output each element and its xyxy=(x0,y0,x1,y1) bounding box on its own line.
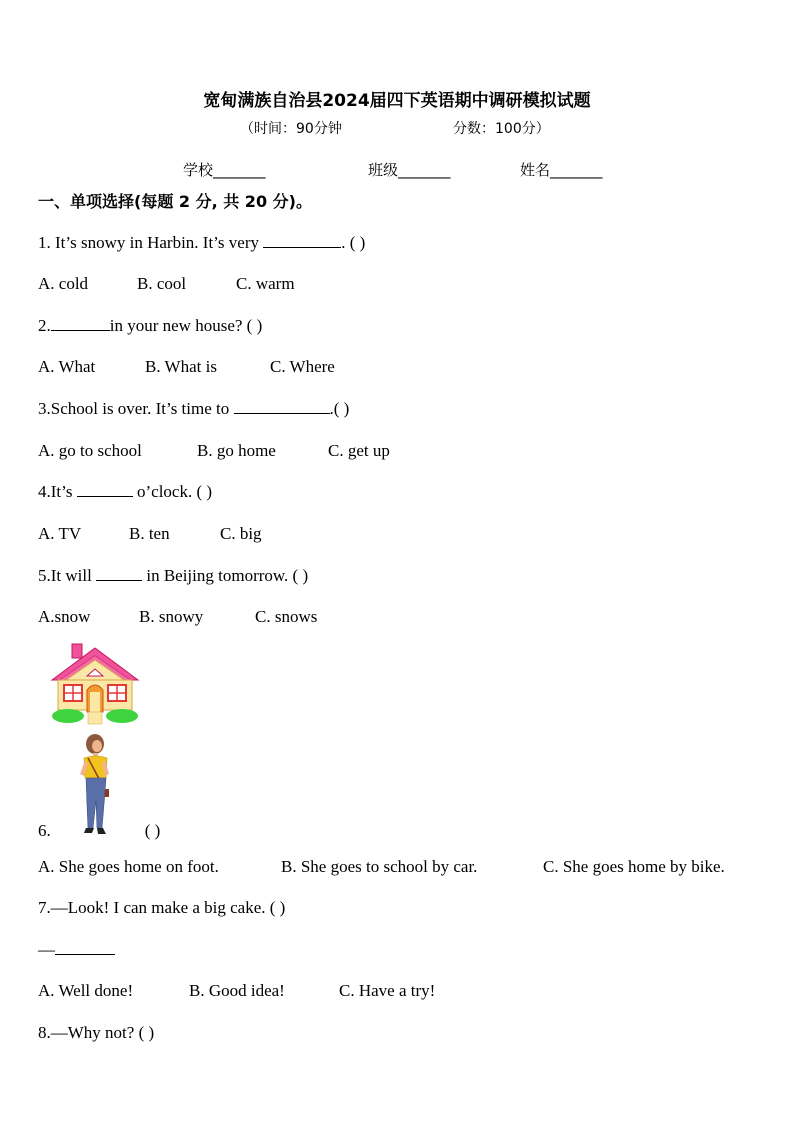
option-a: A. go to school xyxy=(38,441,142,460)
option-c: C. get up xyxy=(328,441,390,460)
question-3-options xyxy=(38,441,390,461)
grass-left xyxy=(52,709,84,723)
question-2: 2. in your new house? ( ) xyxy=(38,316,263,335)
option-c: C. big xyxy=(220,524,262,543)
class-field: 班级_______ xyxy=(368,161,451,179)
section-heading: 一、单项选择(每题 2 分, 共 20 分)。 xyxy=(38,192,312,211)
option-b: B. cool xyxy=(137,274,187,293)
option-a: A. TV xyxy=(38,524,82,543)
option-b: B. She goes to school by car. xyxy=(281,857,478,876)
question-1: 1. It’s snowy in Harbin. It’s very . ( ) xyxy=(38,233,366,252)
school-field: 学校_______ xyxy=(183,161,266,179)
question-4-options xyxy=(38,524,262,544)
question-6: 6. ( ) xyxy=(38,821,161,840)
question-2-options xyxy=(38,357,335,377)
question-7-reply: — xyxy=(38,940,115,960)
page-title: 宽甸满族自治县2024届四下英语期中调研模拟试题 xyxy=(203,91,591,111)
option-a: A. She goes home on foot. xyxy=(38,857,219,876)
option-b: B. What is xyxy=(145,357,217,376)
option-a: A.snow xyxy=(38,607,91,626)
option-c: C. warm xyxy=(236,274,295,293)
question-6-options xyxy=(38,857,725,877)
question-7: 7.—Look! I can make a big cake. ( ) xyxy=(38,898,286,917)
door-inner xyxy=(90,692,100,712)
question-1-options xyxy=(38,274,295,294)
option-c: C. She goes home by bike. xyxy=(543,857,725,876)
chimney xyxy=(72,644,82,658)
option-a: A. What xyxy=(38,357,96,376)
option-b: B. Good idea! xyxy=(189,981,285,1000)
option-c: C. Have a try! xyxy=(339,981,436,1000)
question-3: 3.School is over. It’s time to .( ) xyxy=(38,399,350,418)
question-8: 8.—Why not? ( ) xyxy=(38,1023,155,1042)
option-c: C. Where xyxy=(270,357,335,376)
option-a: A. Well done! xyxy=(38,981,134,1000)
option-b: B. go home xyxy=(197,441,276,460)
option-b: B. ten xyxy=(129,524,170,543)
name-field: 姓名_______ xyxy=(520,161,603,179)
house-illustration xyxy=(50,640,140,728)
option-c: C. snows xyxy=(255,607,318,626)
question-5: 5.It will in Beijing tomorrow. ( ) xyxy=(38,566,309,585)
exam-time: （时间：90分钟 xyxy=(240,121,342,137)
option-b: B. snowy xyxy=(139,607,204,626)
grass-right xyxy=(106,709,138,723)
exam-score: 分数：100分） xyxy=(453,121,550,137)
question-7-options xyxy=(38,981,435,1001)
path xyxy=(88,712,102,724)
face xyxy=(92,740,102,752)
question-4: 4.It’s o’clock. ( ) xyxy=(38,482,213,501)
question-5-options xyxy=(38,607,317,627)
option-a: A. cold xyxy=(38,274,89,293)
